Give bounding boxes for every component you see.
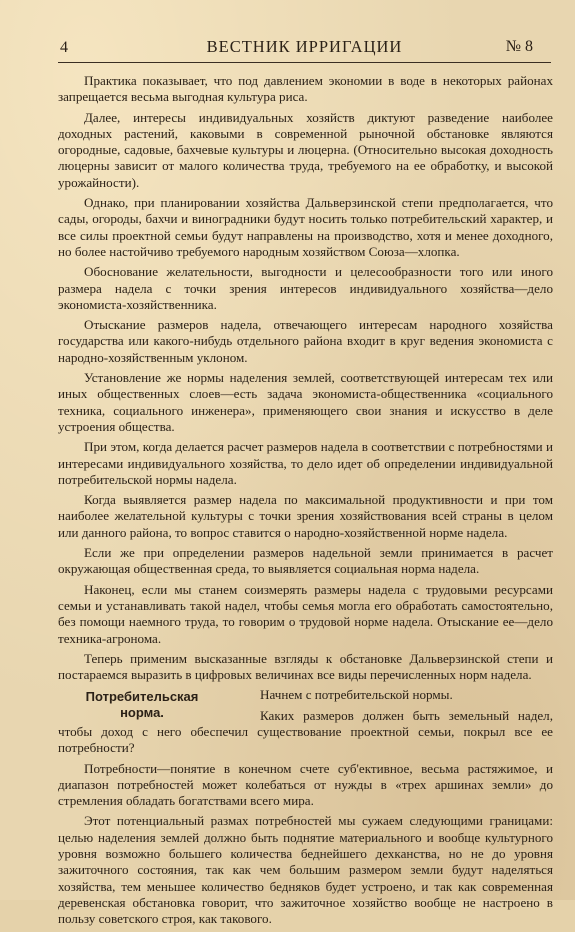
paragraph: Практика показывает, что под давлением экономии в воде в некоторых районах запрещается весьма выгодная культура риса. bbox=[58, 73, 553, 105]
issue-number: № 8 bbox=[505, 38, 533, 55]
page-number: 4 bbox=[60, 39, 68, 56]
paragraph: Установление же нормы наделения землей, соответствующей интересам тех или иных общественных слоев—есть задача экономиста-общественника «социального техника, социального инженера», применяющего свои знания и искусство в деле устроения общества. bbox=[58, 370, 553, 434]
paragraph: Начнем с потребительской нормы. bbox=[260, 687, 453, 703]
sidenote-line: Потребительская bbox=[85, 689, 199, 705]
page-header bbox=[58, 36, 551, 63]
paragraph: Далее, интересы индивидуальных хозяйств диктуют разведение наиболее доходных растений, каковыми в современной рыночной обстановке являются огородные, садовые, бахчевые культуры и люцерна. (Относительно высокая доходность люцерны зависит от малого количества труда, требуемого на ее обработку, и высокой урожайности). bbox=[58, 109, 553, 190]
paragraph: Потребности—понятие в конечном счете суб'ективное, весьма растяжимое, и диапазон потребностей может колебаться от нужды в «трех аршинах земли» до стремления обладать богатствами всего мира. bbox=[58, 760, 553, 809]
paragraph: Отыскание размеров надела, отвечающего интересам народного хозяйства государства или какого-нибудь отдельного района входит в круг ведения экономиста с народно-хозяйственным уклоном. bbox=[58, 317, 553, 365]
paragraph: Теперь применим высказанные взгляды к обстановке Дальверзинской степи и постараемся выразить в цифровых величинах все виды перечисленных норм надела. bbox=[58, 650, 553, 683]
sidenote-line: норма. bbox=[120, 705, 164, 721]
paragraph: Когда выявляется размер надела по максимальной продуктивности и при том наиболее желательной культуры с точки зрения хозяйствования всей страны в целом или данного района, то вопрос ставится о народно-хозяйственной норме надела. bbox=[58, 492, 553, 540]
paragraph: Обоснование желательности, выгодности и целесообразности того или иного размера надела с точки зрения интересов индивидуального хозяйства—дело экономиста-хозяйственника. bbox=[58, 264, 553, 312]
paragraph: При этом, когда делается расчет размеров надела в соответствии с потребностями и интересами индивидуального хозяйства, то дело идет об определении индивидуальной потребительской нормы надела. bbox=[58, 439, 553, 487]
paragraph: Однако, при планировании хозяйства Дальверзинской степи предполагается, что сады, огороды, бахчи и виноградники будут носить только потребительский характер, и все силы проектной семьи будут направлены на производство, хотя и менее доходного, но более настойчиво требуемого народным хозяйством Союза—хлопка. bbox=[58, 195, 553, 259]
journal-title: ВЕСТНИК ИРРИГАЦИИ bbox=[206, 37, 403, 56]
paragraph: Если же при определении размеров надельной земли принимается в расчет окружающая общественная среда, то выявляется социальная норма надела. bbox=[58, 545, 553, 577]
sidenote-heading bbox=[58, 689, 226, 721]
paragraph: Наконец, если мы станем соизмерять размеры надела с трудовыми ресурсами семьи и устанавливать такой надел, чтобы семья могла его обработать самостоятельно, без помощи наемного труда, то говорим о трудовой норме надела. Отыскание ее—дело техника-агронома. bbox=[58, 581, 553, 646]
paragraph: Этот потенциальный размах потребностей мы сужаем следующими границами: целью наделения землей должно быть поднятие материального и вообще культурного уровня возможно большего количества беднейшего дехканства, но не до уровня зажиточного состояния, так как чем большим размером земли будут наделяться хозяйства, тем меньшее количество бедняков будет устроено, и так как современная деревенская обстановка говорит, что зажиточное хозяйство вообще не настроено в пользу советского строя, как такового. bbox=[58, 813, 553, 927]
paragraph: Каких размеров должен быть земельный надел, чтобы доход с него обеспечил существование проектной семьи, покрыл все ее потребности? bbox=[58, 707, 553, 756]
article-body bbox=[58, 73, 553, 932]
